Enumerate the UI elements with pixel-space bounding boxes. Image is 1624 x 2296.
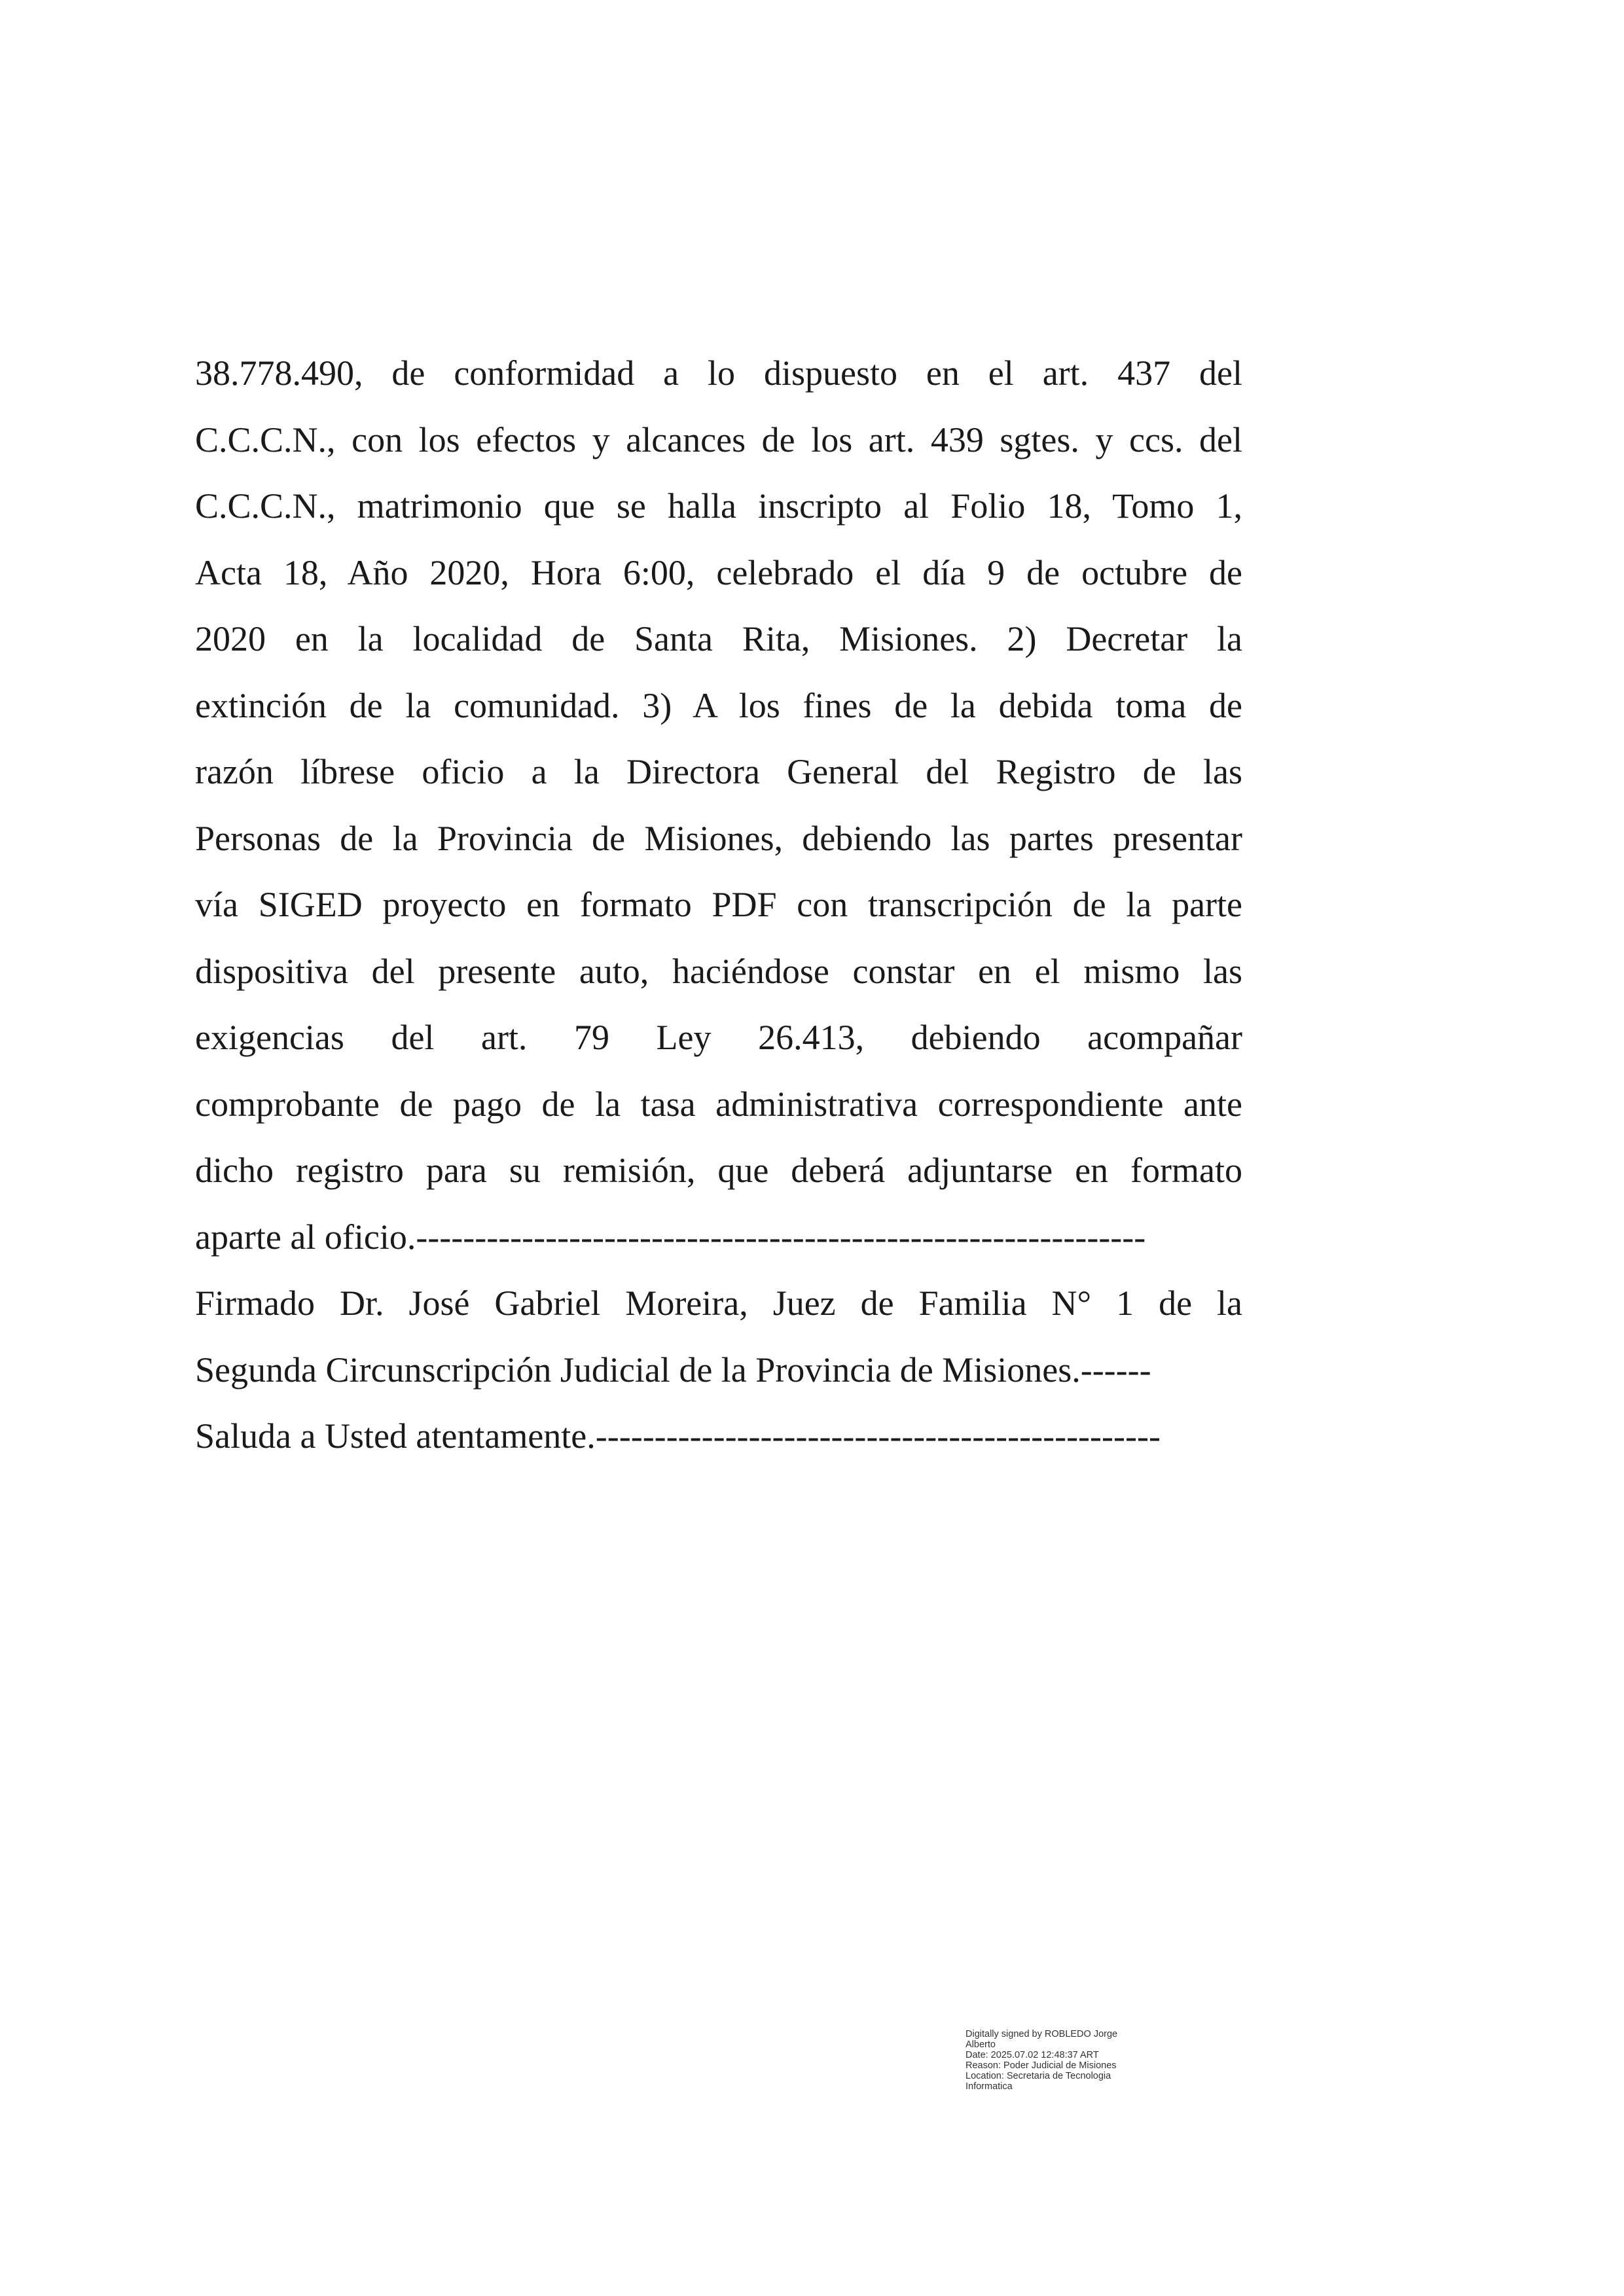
body-line: exigencias del art. 79 Ley 26.413, debiendo acompañar xyxy=(195,1018,1242,1057)
body-line: C.C.C.N., matrimonio que se halla inscripto al Folio 18, Tomo 1, xyxy=(195,486,1242,526)
body-line: aparte al oficio.-------------------------------------------------------------- xyxy=(195,1217,1146,1257)
signature-line: Informatica xyxy=(965,2081,1013,2092)
signature-line: Alberto xyxy=(965,2039,996,2050)
body-line: razón líbrese oficio a la Directora General del Registro de las xyxy=(195,752,1242,791)
document-body xyxy=(195,340,1242,1470)
body-line: vía SIGED proyecto en formato PDF con transcripción de la parte xyxy=(195,885,1242,924)
signature-line: Digitally signed by ROBLEDO Jorge xyxy=(965,2029,1118,2039)
signature-line: Reason: Poder Judicial de Misiones xyxy=(965,2060,1117,2071)
body-line: dispositiva del presente auto, haciéndose constar en el mismo las xyxy=(195,951,1242,991)
body-line: Acta 18, Año 2020, Hora 6:00, celebrado el día 9 de octubre de xyxy=(195,552,1242,592)
body-line: extinción de la comunidad. 3) A los fines de la debida toma de xyxy=(195,685,1242,725)
body-line: comprobante de pago de la tasa administrativa correspondiente ante xyxy=(195,1084,1242,1124)
body-line: Saluda a Usted atentamente.------------------------------------------------ xyxy=(195,1416,1161,1456)
signature-line: Date: 2025.07.02 12:48:37 ART xyxy=(965,2050,1099,2060)
body-line: C.C.C.N., con los efectos y alcances de los art. 439 sgtes. y ccs. del xyxy=(195,420,1242,459)
digital-signature-stamp xyxy=(965,2029,1201,2092)
body-line: Segunda Circunscripción Judicial de la Provincia de Misiones.------ xyxy=(195,1350,1151,1390)
body-line: Personas de la Provincia de Misiones, debiendo las partes presentar xyxy=(195,818,1242,858)
body-line: 2020 en la localidad de Santa Rita, Misiones. 2) Decretar la xyxy=(195,619,1242,658)
body-line: dicho registro para su remisión, que deberá adjuntarse en formato xyxy=(195,1151,1242,1190)
body-line: 38.778.490, de conformidad a lo dispuesto en el art. 437 del xyxy=(195,353,1242,393)
body-line: Firmado Dr. José Gabriel Moreira, Juez de Familia N° 1 de la xyxy=(195,1283,1242,1323)
signature-line: Location: Secretaria de Tecnologia xyxy=(965,2071,1111,2081)
